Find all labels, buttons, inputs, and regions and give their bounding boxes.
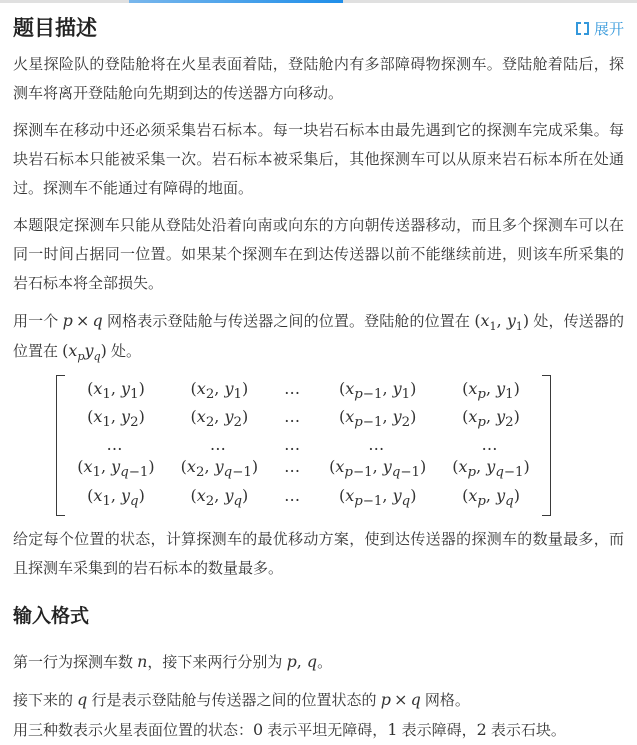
- paragraph: 接下来的 q 行是表示登陆舱与传送器之间的位置状态的 p × q 网格。 用三种数表示火星表面位置的状态：0 表示平坦无障碍，1 表示障碍，2 表示石块。: [13, 689, 566, 739]
- matrix-cell: …: [481, 435, 501, 455]
- matrix-cell: ($x_1$, $y_1$): [87, 379, 145, 403]
- expand-button[interactable]: [576, 18, 624, 39]
- paragraph: 用一个 p × q 网格表示登陆舱与传送器之间的位置。登陆舱的位置在 ($x_1$, $y_1$) 处，传送器的位置在 $(x_py_q)$ 处。: [13, 311, 624, 364]
- matrix-cell: …: [284, 379, 304, 398]
- inline-math: 1: [387, 719, 398, 739]
- paragraph: 探测车在移动中还必须采集岩石标本。每一块岩石标本由最先遇到它的探测车完成采集。每块岩石标本只能被采集一次。岩石标本被采集后，其他探测车可以从原来岩石标本所在处通过。探测车不能通过有障碍的地面。: [13, 122, 624, 197]
- matrix-cell: ($x_{p-1}$, $y_2$): [338, 407, 417, 431]
- paragraph: 给定每个位置的状态，计算探测车的最优移动方案，使到达传送器的探测车的数量最多，而且探测车采集到的岩石标本的数量最多。: [13, 530, 624, 577]
- section-title-description: 题目描述: [13, 17, 97, 40]
- inline-math: p × q: [380, 689, 421, 709]
- inline-math: q: [77, 689, 88, 709]
- tab-indicator-track: [0, 0, 637, 3]
- problem-content: [0, 15, 637, 745]
- inline-math: 0: [253, 719, 264, 739]
- description-header: [13, 15, 624, 42]
- matrix-cell: ($x_p$, $y_2$): [462, 407, 520, 431]
- input-format-paragraphs: [13, 647, 624, 745]
- matrix-right-bracket: [542, 375, 551, 516]
- matrix-cell: …: [284, 435, 304, 455]
- matrix: [56, 374, 551, 517]
- matrix-cell: ($x_p$, $y_{q-1}$): [452, 457, 530, 481]
- inline-math: n: [137, 651, 148, 671]
- description-paragraphs: [13, 50, 624, 366]
- matrix-cell: ($x_{p-1}$, $y_{q-1}$): [329, 457, 427, 481]
- matrix-cell: ($x_2$, $y_{q-1}$): [180, 457, 259, 481]
- matrix-cell: …: [284, 457, 304, 477]
- matrix-cell: ($x_1$, $y_{q-1}$): [77, 457, 155, 481]
- matrix-cell: ($x_{p-1}$, $y_1$): [338, 379, 417, 403]
- matrix-grid: [65, 374, 542, 517]
- expand-brackets-icon: [576, 22, 589, 35]
- inline-math: p × q: [62, 311, 103, 330]
- inline-math: $(x_py_q)$: [62, 341, 107, 364]
- matrix-cell: …: [106, 435, 126, 455]
- expand-button-label: 展开: [593, 21, 624, 38]
- matrix-cell: ($x_2$, $y_1$): [190, 379, 249, 403]
- matrix-left-bracket: [56, 375, 65, 516]
- matrix-cell: ($x_p$, $y_q$): [462, 485, 520, 509]
- matrix-cell: ($x_1$, $y_q$): [87, 485, 145, 509]
- matrix-cell: …: [209, 435, 229, 455]
- paragraph: 火星探险队的登陆舱将在火星表面着陆，登陆舱内有多部障碍物探测车。登陆舱着陆后，探测车将离开登陆舱向先期到达的传送器方向移动。: [13, 56, 624, 102]
- matrix-cell: …: [284, 485, 304, 505]
- matrix-cell: ($x_p$, $y_1$): [462, 379, 520, 403]
- matrix-cell: …: [284, 407, 304, 427]
- matrix-cell: …: [368, 435, 388, 455]
- paragraph: 本题限定探测车只能从登陆处沿着向南或向东的方向朝传送器移动，而且多个探测车可以在同一时间占据同一位置。如果某个探测车在到达传送器以前不能继续前进，则该车所采集的岩石标本将全部损失。: [13, 217, 624, 292]
- paragraph: 第一行为探测车数 n，接下来两行分别为 p, q。: [13, 651, 333, 671]
- description-paragraphs-after: [13, 525, 624, 583]
- matrix-cell: ($x_2$, $y_2$): [190, 407, 249, 431]
- inline-math: ($x_1$, $y_1$): [474, 311, 530, 334]
- inline-math: p, q: [286, 651, 318, 671]
- matrix-cell: ($x_2$, $y_q$): [190, 485, 249, 509]
- section-title-input-format: 输入格式: [13, 605, 90, 627]
- active-tab-indicator: [129, 0, 343, 3]
- matrix-cell: ($x_{p-1}$, $y_q$): [338, 485, 417, 509]
- grid-matrix-figure: [13, 374, 624, 517]
- matrix-cell: ($x_1$, $y_2$): [87, 407, 145, 431]
- inline-math: 2: [476, 719, 487, 739]
